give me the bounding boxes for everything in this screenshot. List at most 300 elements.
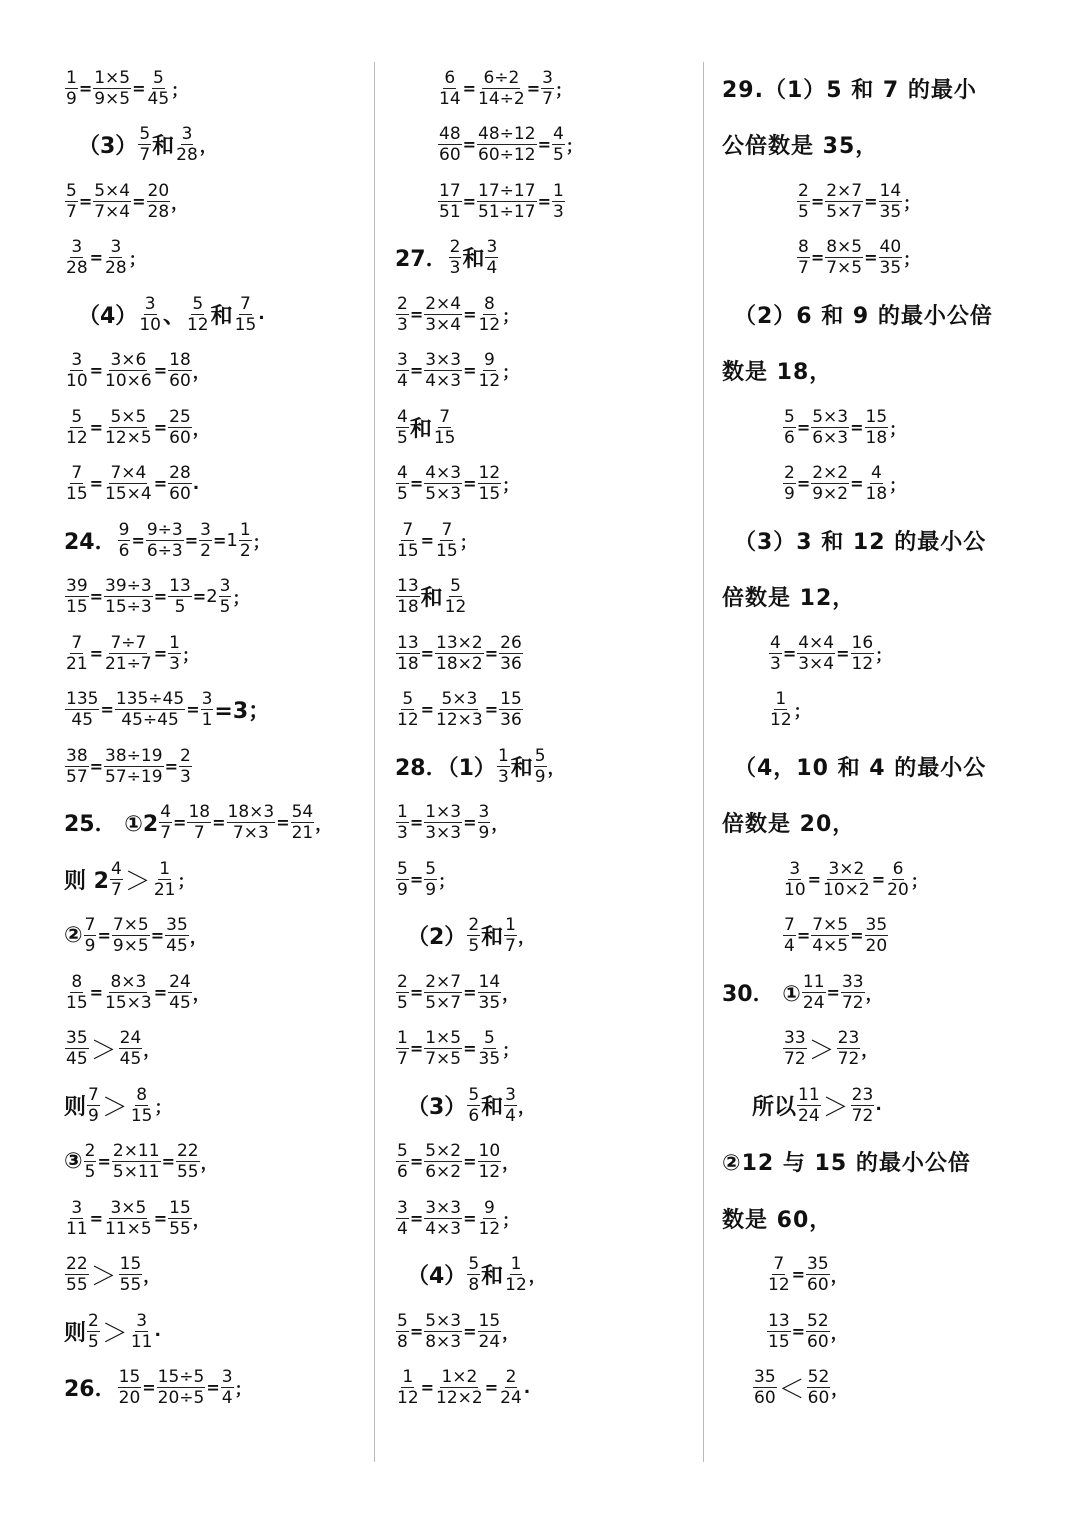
fraction xyxy=(239,520,252,561)
punctuation: ； xyxy=(793,702,811,723)
solution-line xyxy=(722,1303,1052,1360)
equals-sign: = xyxy=(132,78,146,98)
fraction-numerator: 4×3 xyxy=(425,463,462,484)
equals-sign: = xyxy=(791,1265,806,1285)
fraction xyxy=(797,237,810,278)
equals-sign: = xyxy=(153,982,168,1002)
fraction-denominator: 12 xyxy=(397,710,419,731)
fraction-numerator: 35 xyxy=(66,1028,88,1049)
fraction-numerator: 5 xyxy=(152,67,164,88)
fraction xyxy=(477,181,537,222)
equals-sign: = xyxy=(89,756,104,776)
fraction xyxy=(478,1028,502,1069)
fraction xyxy=(435,633,484,674)
solution-line xyxy=(395,1303,695,1360)
fraction xyxy=(811,463,849,504)
line-text: 30． ① xyxy=(722,981,801,1007)
fraction-denominator: 3 xyxy=(770,653,781,674)
equals-sign: = xyxy=(463,1152,477,1172)
fraction-numerator: 13×2 xyxy=(436,632,483,653)
fraction xyxy=(504,1254,528,1295)
fraction-numerator: 1 xyxy=(66,67,77,88)
line-text: 公倍数是 35， xyxy=(722,134,879,160)
fraction-numerator: 1 xyxy=(510,1254,522,1275)
fraction xyxy=(822,859,871,900)
fraction-numerator: 3 xyxy=(219,576,231,597)
equals-sign: = xyxy=(462,78,477,98)
column-divider xyxy=(703,62,704,1462)
fraction-denominator: 12 xyxy=(478,1218,501,1239)
equals-sign: = xyxy=(409,361,424,381)
fraction-denominator: 45 xyxy=(169,992,191,1013)
equals-sign: = xyxy=(864,248,878,268)
equals-sign: = xyxy=(89,643,104,663)
fraction-numerator: 4 xyxy=(552,124,564,145)
fraction-denominator: 7 xyxy=(397,1049,408,1070)
equals-sign: = xyxy=(78,78,93,98)
equals-sign: = xyxy=(212,813,226,833)
fraction-denominator: 24 xyxy=(500,1388,522,1409)
punctuation: . xyxy=(875,1095,882,1116)
fraction-denominator: 57÷19 xyxy=(105,766,163,787)
equals-sign: = xyxy=(89,474,104,494)
fraction xyxy=(396,1367,420,1408)
line-text: 数是 60， xyxy=(722,1207,833,1233)
equals-sign: = xyxy=(782,643,797,663)
fraction-denominator: 18 xyxy=(865,427,888,448)
fraction-numerator: 22 xyxy=(176,1141,199,1162)
fraction-numerator: 7×5 xyxy=(812,915,849,936)
fraction xyxy=(187,802,211,843)
fraction xyxy=(65,633,89,674)
solution-line xyxy=(64,1134,364,1191)
fraction xyxy=(811,407,849,448)
fraction-denominator: 24 xyxy=(802,992,825,1013)
equals-sign: = xyxy=(850,926,864,946)
fraction xyxy=(865,915,889,956)
fraction-denominator: 20 xyxy=(865,936,888,957)
line-text: 和 xyxy=(481,1094,504,1120)
punctuation: . xyxy=(192,473,200,494)
fraction xyxy=(84,915,97,956)
fraction xyxy=(769,633,782,674)
solution-line xyxy=(395,1077,695,1134)
fraction-numerator: 23 xyxy=(851,1084,874,1105)
fraction-numerator: 15 xyxy=(169,1197,191,1218)
solution-line xyxy=(64,230,364,287)
equals-sign: = xyxy=(796,474,811,494)
fraction xyxy=(396,294,409,335)
fraction xyxy=(424,350,462,391)
equals-sign: = xyxy=(826,982,840,1002)
fraction xyxy=(65,972,89,1013)
line-text: 29.（1）5 和 7 的最小 xyxy=(722,77,977,103)
solution-line xyxy=(722,625,1052,682)
fraction-numerator: 5×3 xyxy=(441,689,478,710)
equals-sign: = xyxy=(142,1378,156,1398)
comparison-sign: ＞ xyxy=(90,1262,117,1293)
solution-line xyxy=(64,512,364,569)
fraction-numerator: 5 xyxy=(71,406,83,427)
fraction-numerator: 2×11 xyxy=(112,1141,160,1162)
fraction xyxy=(767,1311,791,1352)
solution-line xyxy=(395,1190,695,1247)
fraction-denominator: 3 xyxy=(449,258,461,279)
fraction-denominator: 15 xyxy=(234,314,257,335)
equals-sign: = xyxy=(810,248,825,268)
fraction-numerator: 6 xyxy=(444,67,456,88)
fraction-denominator: 20 xyxy=(887,879,909,900)
fraction-numerator: 38 xyxy=(66,745,88,766)
fraction-denominator: 15÷3 xyxy=(105,597,152,618)
fraction xyxy=(65,237,89,278)
fraction-denominator: 12 xyxy=(770,710,792,731)
fraction-numerator: 7 xyxy=(784,915,795,936)
fraction-numerator: 52 xyxy=(807,1367,830,1388)
fraction-numerator: 10 xyxy=(478,1141,501,1162)
fraction-numerator: 1 xyxy=(505,915,516,936)
fraction-denominator: 6 xyxy=(397,1162,408,1183)
punctuation: ， xyxy=(502,1323,520,1344)
fraction-numerator: 3 xyxy=(478,802,490,823)
fraction-denominator: 4 xyxy=(486,258,498,279)
fraction-numerator: 1 xyxy=(402,1367,414,1388)
solution-line xyxy=(395,908,695,965)
fraction xyxy=(797,1085,821,1126)
solution-line xyxy=(722,1360,1052,1417)
solution-line xyxy=(64,117,364,174)
fraction-numerator: 5 xyxy=(483,1028,495,1049)
solution-line xyxy=(395,569,695,626)
equals-sign: = xyxy=(192,587,207,607)
fraction xyxy=(130,1085,154,1126)
fraction-numerator: 13 xyxy=(397,576,419,597)
punctuation: ； xyxy=(252,532,270,553)
fraction xyxy=(783,463,796,504)
fraction-denominator: 21 xyxy=(153,879,176,900)
fraction-numerator: 2 xyxy=(88,1310,99,1331)
solution-line xyxy=(722,1134,1052,1191)
fraction xyxy=(769,689,793,730)
fraction xyxy=(444,576,468,617)
solution-line xyxy=(395,1134,695,1191)
fraction-denominator: 60 xyxy=(169,371,191,392)
fraction-numerator: 2 xyxy=(449,237,461,258)
fraction-denominator: 9 xyxy=(66,88,77,109)
fraction xyxy=(147,181,171,222)
fraction xyxy=(104,972,153,1013)
fraction-denominator: 10 xyxy=(139,314,161,335)
fraction xyxy=(879,181,903,222)
fraction-numerator: 24 xyxy=(119,1028,142,1049)
equals-sign: = xyxy=(78,191,93,211)
fraction-denominator: 10 xyxy=(66,371,88,392)
solution-line xyxy=(64,1021,364,1078)
fraction xyxy=(221,1367,234,1408)
solution-line xyxy=(395,230,695,287)
column-1 xyxy=(64,60,364,1416)
column-3 xyxy=(722,60,1052,1416)
fraction xyxy=(157,1367,206,1408)
fraction-numerator: 8 xyxy=(483,293,495,314)
fraction-numerator: 7 xyxy=(240,293,251,314)
line-text: 28．（1） xyxy=(395,755,496,781)
fraction xyxy=(534,746,547,787)
punctuation: ， xyxy=(502,1154,520,1175)
fraction xyxy=(449,237,462,278)
fraction-numerator: 28 xyxy=(169,463,191,484)
fraction-numerator: 9 xyxy=(483,1197,495,1218)
fraction-denominator: 60 xyxy=(439,145,461,166)
fraction-denominator: 60 xyxy=(169,427,191,448)
punctuation: ， xyxy=(199,137,217,158)
fraction-denominator: 45 xyxy=(119,1049,142,1070)
fraction xyxy=(825,181,863,222)
fraction-numerator: 2 xyxy=(84,1141,96,1162)
fraction-denominator: 14 xyxy=(439,88,461,109)
fraction-numerator: 3 xyxy=(397,1197,408,1218)
fraction-numerator: 35 xyxy=(865,915,888,936)
fraction-denominator: 20÷5 xyxy=(157,1388,205,1409)
fraction-numerator: 4 xyxy=(160,802,172,823)
solution-line xyxy=(64,173,364,230)
fraction-numerator: 48÷12 xyxy=(478,124,536,145)
punctuation: ； xyxy=(502,363,520,384)
equals-sign: = xyxy=(537,135,551,155)
fraction-denominator: 5 xyxy=(397,484,408,505)
fraction-numerator: 5 xyxy=(397,1310,408,1331)
fraction xyxy=(104,1198,153,1239)
solution-line xyxy=(722,1021,1052,1078)
fraction xyxy=(767,1254,791,1295)
fraction-denominator: 3 xyxy=(397,823,408,844)
fraction-numerator: 3 xyxy=(136,1310,148,1331)
equals-sign: = xyxy=(420,1378,435,1398)
fraction-denominator: 3×4 xyxy=(425,314,462,335)
equals-sign: = xyxy=(89,248,104,268)
comparison-sign: ＞ xyxy=(822,1092,849,1123)
fraction xyxy=(541,68,554,109)
fraction-numerator: 2 xyxy=(784,463,795,484)
fraction xyxy=(168,407,192,448)
equals-sign: = xyxy=(796,926,811,946)
fraction-numerator: 39 xyxy=(66,576,88,597)
fraction xyxy=(104,576,153,617)
fraction-numerator: 135÷45 xyxy=(115,689,185,710)
fraction xyxy=(119,1254,143,1295)
equals-sign: = xyxy=(153,587,168,607)
fraction xyxy=(467,915,480,956)
fraction-numerator: 7 xyxy=(84,915,96,936)
fraction-denominator: 60 xyxy=(807,1331,829,1352)
line-text: 和 xyxy=(510,755,533,781)
fraction xyxy=(112,915,150,956)
fraction xyxy=(435,520,459,561)
fraction-denominator: 12 xyxy=(768,1275,790,1296)
solution-line xyxy=(64,908,364,965)
fraction xyxy=(825,237,863,278)
fraction-numerator: 8×5 xyxy=(826,237,863,258)
fraction-denominator: 10×2 xyxy=(823,879,870,900)
equals-sign: = xyxy=(850,474,864,494)
solution-line xyxy=(64,851,364,908)
punctuation: ； xyxy=(177,871,195,892)
fraction xyxy=(435,1367,484,1408)
fraction-numerator: 5 xyxy=(450,576,461,597)
equals-sign: = xyxy=(409,474,424,494)
fraction-denominator: 72 xyxy=(784,1049,806,1070)
fraction-numerator: 2×2 xyxy=(812,463,849,484)
fraction xyxy=(175,124,199,165)
solution-line xyxy=(64,456,364,513)
fraction-denominator: 5 xyxy=(174,597,186,618)
fraction xyxy=(396,407,409,448)
fraction-denominator: 9 xyxy=(478,823,490,844)
equals-sign: = xyxy=(463,474,477,494)
fraction-denominator: 2 xyxy=(239,540,251,561)
fraction-denominator: 55 xyxy=(119,1275,142,1296)
fraction xyxy=(424,294,462,335)
solution-line xyxy=(395,964,695,1021)
fraction xyxy=(485,237,498,278)
fraction xyxy=(176,1141,200,1182)
fraction xyxy=(396,1198,409,1239)
fraction-numerator: 11 xyxy=(802,971,825,992)
punctuation: ； xyxy=(502,1041,520,1062)
fraction-denominator: 15 xyxy=(66,484,88,505)
fraction-numerator: 25 xyxy=(169,406,191,427)
fraction-denominator: 12 xyxy=(66,427,88,448)
equals-sign: = xyxy=(409,869,424,889)
solution-line xyxy=(395,286,695,343)
fraction-denominator: 45 xyxy=(66,1049,88,1070)
fraction xyxy=(168,576,192,617)
fraction-numerator: 1×2 xyxy=(441,1367,478,1388)
equals-sign: = xyxy=(100,700,114,720)
fraction-denominator: 15 xyxy=(66,597,88,618)
fraction xyxy=(841,972,865,1013)
fraction-numerator: 7×5 xyxy=(112,915,149,936)
solution-line xyxy=(64,60,364,117)
fraction-denominator: 3 xyxy=(397,314,408,335)
fraction-numerator: 22 xyxy=(66,1254,88,1275)
fraction xyxy=(497,746,510,787)
fraction-denominator: 9 xyxy=(84,936,96,957)
fraction-numerator: 3 xyxy=(71,1197,83,1218)
fraction-denominator: 1 xyxy=(201,710,213,731)
equals-sign: = xyxy=(153,361,168,381)
fraction xyxy=(753,1367,777,1408)
fraction xyxy=(396,972,409,1013)
punctuation: ， xyxy=(192,363,210,384)
fraction-numerator: 7 xyxy=(71,632,83,653)
equals-sign: = xyxy=(484,700,499,720)
solution-line xyxy=(395,117,695,174)
fraction xyxy=(84,1141,97,1182)
fraction-denominator: 45 xyxy=(147,88,170,109)
fraction-numerator: 4 xyxy=(770,632,781,653)
line-text: 则 xyxy=(64,1094,87,1120)
equals-sign: = xyxy=(836,643,850,663)
equals-sign: = xyxy=(131,530,145,550)
punctuation: ； xyxy=(903,193,921,214)
fraction-denominator: 6 xyxy=(468,1105,480,1126)
fraction-numerator: 11 xyxy=(798,1084,820,1105)
fraction-numerator: 2 xyxy=(397,293,408,314)
fraction xyxy=(478,1311,502,1352)
fraction xyxy=(806,1311,830,1352)
punctuation: ； xyxy=(181,645,199,666)
fraction-denominator: 45 xyxy=(71,710,94,731)
fraction-numerator: 35 xyxy=(166,915,188,936)
fraction-denominator: 3 xyxy=(169,653,180,674)
fraction-numerator: 13 xyxy=(169,576,191,597)
fraction-denominator: 18 xyxy=(397,597,419,618)
fraction xyxy=(478,972,502,1013)
fraction xyxy=(435,689,484,730)
fraction-denominator: 15×4 xyxy=(105,484,152,505)
fraction xyxy=(865,407,889,448)
fraction-denominator: 4 xyxy=(397,371,408,392)
fraction xyxy=(234,294,258,335)
fraction-denominator: 51 xyxy=(439,201,461,222)
fraction-numerator: 4×4 xyxy=(798,632,835,653)
fraction xyxy=(104,407,153,448)
fraction-denominator: 28 xyxy=(176,145,198,166)
fraction-numerator: 15÷5 xyxy=(157,1367,205,1388)
punctuation: ， xyxy=(189,928,207,949)
line-text: ③ xyxy=(64,1149,83,1175)
fraction-numerator: 5 xyxy=(784,406,795,427)
line-text: 和 xyxy=(409,416,432,442)
punctuation: ， xyxy=(192,1210,210,1231)
fraction-numerator: 135 xyxy=(66,689,99,710)
fraction-numerator: 14 xyxy=(879,180,902,201)
equals-sign: = xyxy=(463,361,477,381)
fraction-denominator: 12 xyxy=(444,597,467,618)
fraction-denominator: 55 xyxy=(169,1218,191,1239)
line-text: （4） xyxy=(78,303,138,329)
fraction-denominator: 7 xyxy=(139,145,151,166)
punctuation: ， xyxy=(192,419,210,440)
fraction-denominator: 5 xyxy=(84,1162,96,1183)
fraction-denominator: 6÷3 xyxy=(146,540,183,561)
equals-sign: = xyxy=(153,474,168,494)
line-text: 和 xyxy=(481,1264,504,1290)
fraction-numerator: 17÷17 xyxy=(478,180,536,201)
fraction xyxy=(467,1085,480,1126)
fraction-numerator: 1 xyxy=(169,632,180,653)
fraction-denominator: 4×3 xyxy=(425,371,462,392)
fraction-numerator: 52 xyxy=(807,1310,829,1331)
fraction xyxy=(396,633,420,674)
fraction-numerator: 5 xyxy=(66,180,77,201)
equals-sign: = xyxy=(463,813,477,833)
fraction xyxy=(291,802,315,843)
fraction xyxy=(104,463,153,504)
punctuation: ； xyxy=(903,250,921,271)
equals-sign: = xyxy=(186,700,200,720)
equals-sign: = xyxy=(212,530,227,550)
punctuation: ； xyxy=(554,80,572,101)
solution-line xyxy=(722,343,1052,400)
fraction-numerator: 12 xyxy=(478,463,501,484)
fraction-numerator: 7 xyxy=(71,463,83,484)
fraction-denominator: 55 xyxy=(176,1162,199,1183)
fraction-denominator: 4 xyxy=(221,1388,233,1409)
fraction-numerator: 1 xyxy=(397,802,408,823)
punctuation: ； xyxy=(875,645,893,666)
